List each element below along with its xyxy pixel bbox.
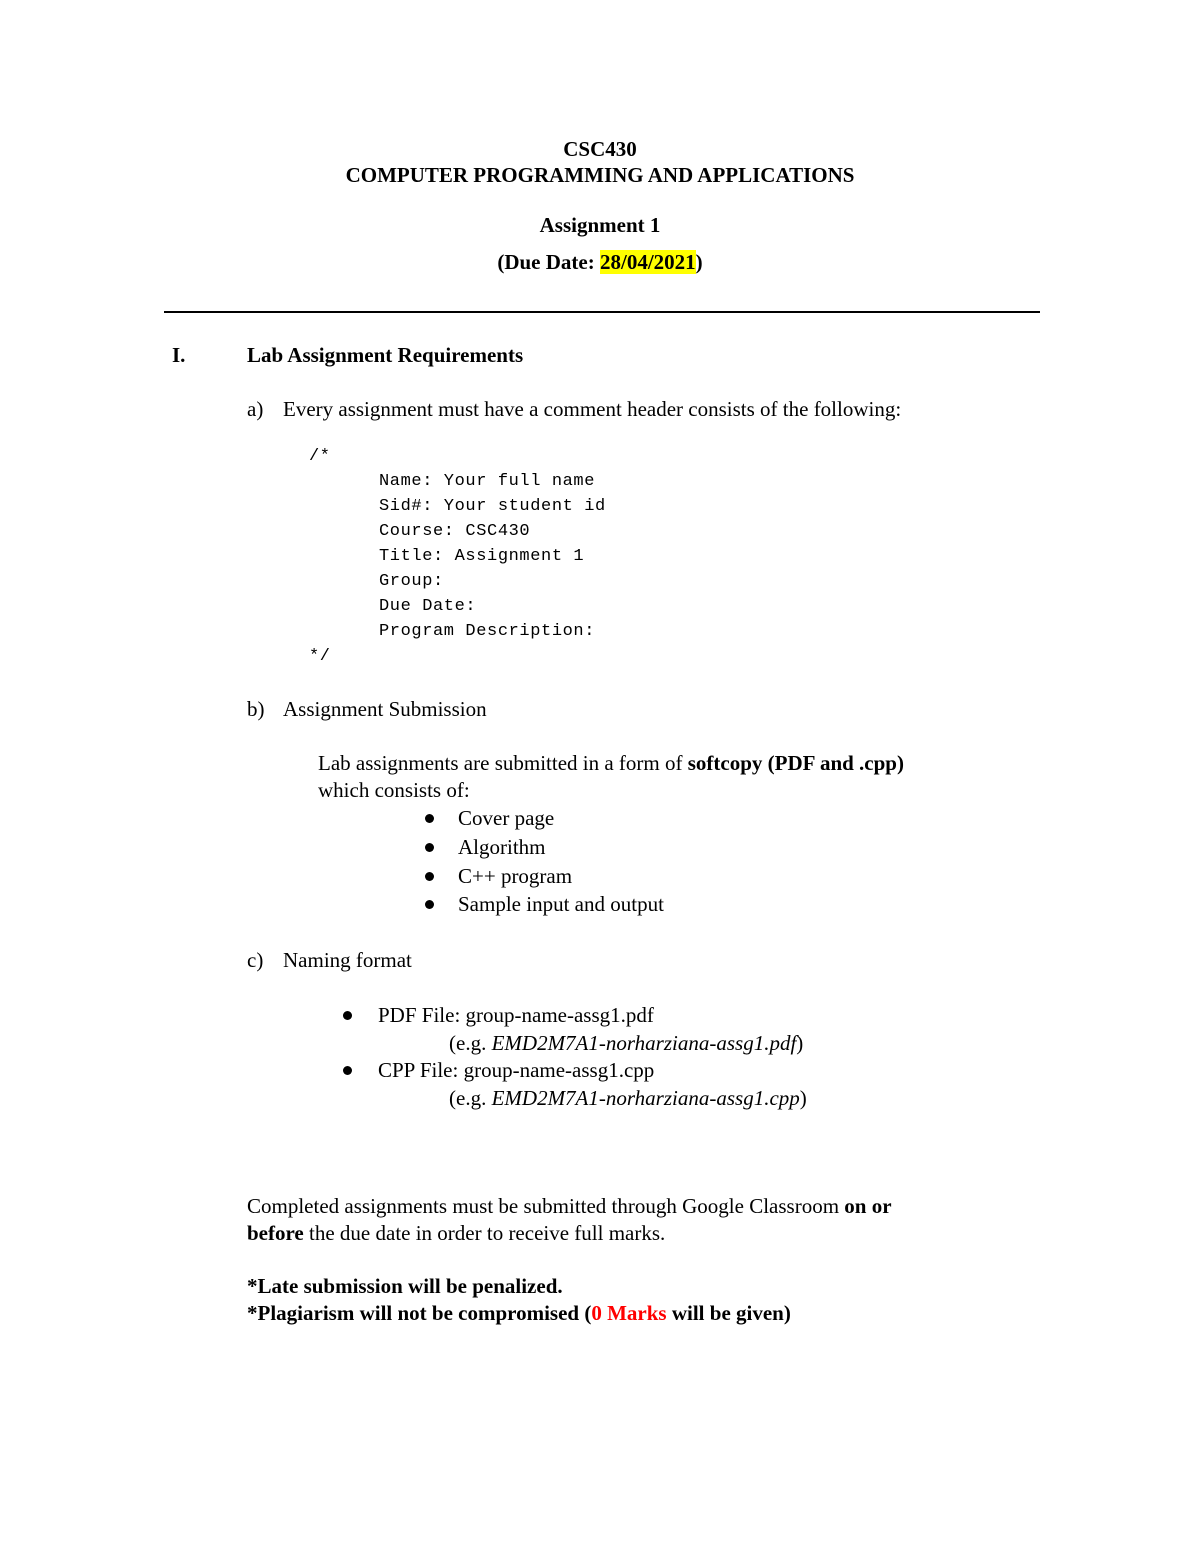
comment-line-description: Program Description:	[379, 622, 596, 641]
bullet-dot-icon	[425, 900, 434, 909]
due-date-line	[0, 250, 1200, 275]
item-a-marker: a)	[247, 397, 264, 421]
comment-open: /*	[309, 447, 331, 466]
list-item: Sample input and output	[458, 892, 664, 916]
comment-line-due-date: Due Date:	[379, 597, 477, 616]
bullet-dot-icon	[425, 872, 434, 881]
bullet-dot-icon	[343, 1066, 352, 1075]
comment-line-title: Title: Assignment 1	[379, 547, 585, 566]
example-prefix: (e.g.	[449, 1086, 492, 1110]
course-name: COMPUTER PROGRAMMING AND APPLICATIONS	[345, 163, 855, 187]
closing-emphasis: before	[247, 1221, 304, 1245]
comment-line-group: Group:	[379, 572, 444, 591]
item-c-marker: c)	[247, 948, 264, 972]
example-prefix: (e.g.	[449, 1031, 492, 1055]
plagiarism-note	[247, 1301, 791, 1326]
due-date: 28/04/2021	[599, 250, 696, 274]
example-filename: EMD2M7A1-norharziana-assg1.cpp	[491, 1086, 800, 1110]
closing-text: the due date in order to receive full marks.	[303, 1221, 666, 1245]
item-b-marker: b)	[247, 697, 265, 721]
bullet-dot-icon	[425, 814, 434, 823]
pdf-file-example	[449, 1031, 803, 1056]
pdf-file-format: PDF File: group-name-assg1.pdf	[378, 1003, 654, 1027]
comment-line-name: Name: Your full name	[379, 472, 596, 491]
cpp-file-example	[449, 1086, 807, 1111]
example-suffix: )	[796, 1031, 804, 1055]
header-divider	[164, 311, 1040, 313]
assignment-title: Assignment 1	[539, 213, 661, 237]
section-number: I.	[172, 343, 186, 367]
zero-marks: 0 Marks	[591, 1301, 667, 1325]
due-suffix: )	[695, 250, 703, 274]
example-suffix: )	[799, 1086, 807, 1110]
closing-line2	[247, 1221, 665, 1246]
section-title: Lab Assignment Requirements	[247, 343, 524, 367]
item-a-text: Every assignment must have a comment header consists of the following:	[283, 397, 902, 421]
submission-paragraph-line1	[318, 751, 904, 776]
submission-format: softcopy (PDF and .cpp)	[687, 751, 904, 775]
plagiarism-text: *Plagiarism will not be compromised (	[247, 1301, 592, 1325]
due-prefix: (Due Date:	[497, 250, 600, 274]
late-submission-note: *Late submission will be penalized.	[247, 1274, 563, 1298]
course-code: CSC430	[563, 137, 637, 161]
item-b-text: Assignment Submission	[283, 697, 487, 721]
example-filename: EMD2M7A1-norharziana-assg1.pdf	[491, 1031, 797, 1055]
list-item: Algorithm	[458, 835, 546, 859]
closing-text: Completed assignments must be submitted through Google Classroom	[247, 1194, 845, 1218]
comment-line-sid: Sid#: Your student id	[379, 497, 606, 516]
bullet-dot-icon	[425, 843, 434, 852]
submission-prefix: Lab assignments are submitted in a form of	[318, 751, 688, 775]
closing-emphasis: on or	[844, 1194, 892, 1218]
bullet-dot-icon	[343, 1011, 352, 1020]
list-item: Cover page	[458, 806, 555, 830]
comment-line-course: Course: CSC430	[379, 522, 531, 541]
submission-paragraph-line2: which consists of:	[318, 778, 470, 802]
comment-close: */	[309, 647, 331, 666]
closing-line1	[247, 1194, 892, 1219]
cpp-file-format: CPP File: group-name-assg1.cpp	[378, 1058, 655, 1082]
list-item: C++ program	[458, 864, 573, 888]
plagiarism-text-end: will be given)	[666, 1301, 791, 1325]
item-c-text: Naming format	[283, 948, 412, 972]
